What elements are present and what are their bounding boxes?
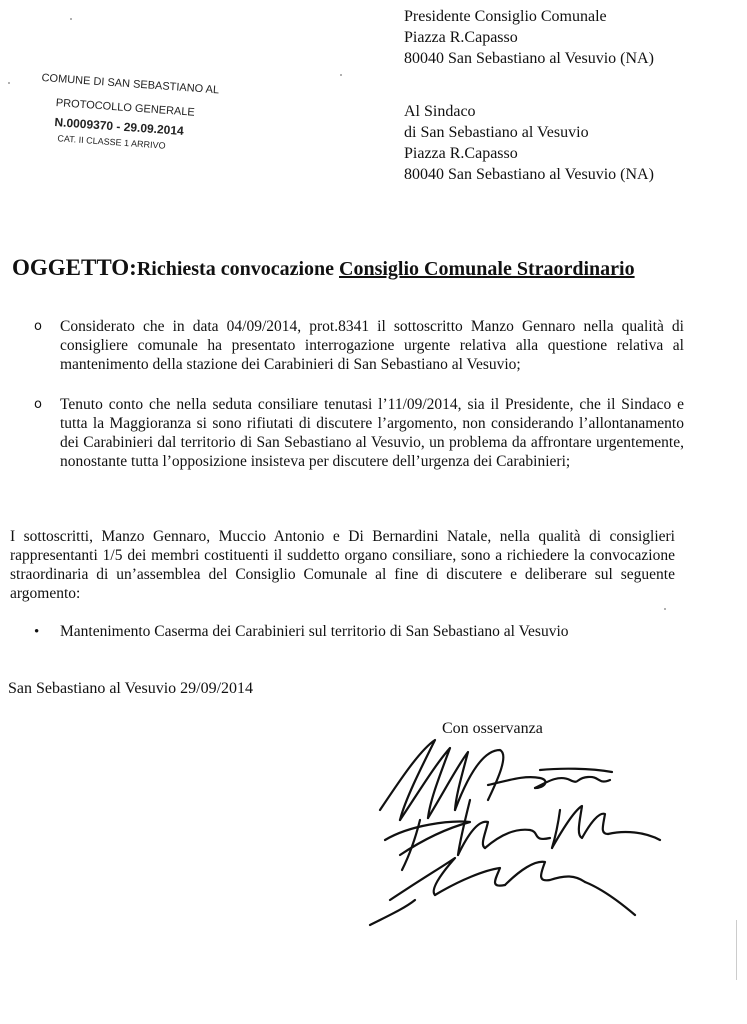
scan-speck	[8, 82, 10, 84]
address-line: Al Sindaco	[404, 103, 476, 120]
subject-line	[12, 255, 635, 281]
premise-text: Considerato che in data 04/09/2014, prot.8341 il sottoscritto Manzo Gennaro nella qualità di consigliere comunale ha presentato interrogazione urgente relativa alla questione relativa al mantenimento della stazione dei Carabinieri di San Sebastiano al Vesuvio;	[60, 318, 684, 373]
stamp-category: CAT. II CLASSE 1 ARRIVO	[57, 133, 166, 151]
protocol-stamp	[41, 72, 242, 151]
recipient-mayor	[404, 101, 654, 185]
hollow-bullet-icon: o	[34, 319, 42, 334]
agenda-item	[34, 623, 569, 641]
agenda-text: Mantenimento Caserma dei Carabinieri sul territorio di San Sebastiano al Vesuvio	[60, 623, 569, 640]
premise-text: Tenuto conto che nella seduta consiliare tenutasi l’11/09/2014, sia il Presidente, che il Sindaco e tutta la Maggioranza si sono rifiutati di discutere l’argomento, non considerando l’allontanamento dei Carabinieri dal territorio di San Sebastiano al Vesuvio, un problema da affrontare urgentemente, nonostante tutta l’opposizione insisteva per discutere dell’urgenza dei Carabinieri;	[60, 396, 684, 470]
scan-speck	[70, 18, 72, 20]
place-date: San Sebastiano al Vesuvio 29/09/2014	[8, 680, 254, 697]
stamp-municipality: COMUNE DI SAN SEBASTIANO AL	[41, 72, 220, 97]
address-line: 80040 San Sebastiano al Vesuvio (NA)	[404, 50, 654, 67]
stamp-number: N.0009370 - 29.09.2014	[54, 115, 185, 139]
subject-underlined: Consiglio Comunale Straordinario	[339, 258, 635, 280]
handwritten-signatures	[360, 730, 680, 930]
stamp-register: PROTOCOLLO GENERALE	[55, 97, 196, 119]
recipient-president	[404, 6, 654, 69]
closing-salutation: Con osservanza	[442, 720, 543, 737]
premise-item	[34, 395, 684, 471]
address-line: Presidente Consiglio Comunale	[404, 8, 607, 25]
hollow-bullet-icon: o	[34, 397, 42, 412]
scan-edge-line	[736, 920, 737, 980]
address-line: Piazza R.Capasso	[404, 145, 518, 162]
bullet-icon: •	[34, 624, 40, 640]
address-line: Piazza R.Capasso	[404, 29, 518, 46]
scan-speck	[664, 608, 666, 610]
address-line: di San Sebastiano al Vesuvio	[404, 124, 589, 141]
request-paragraph: I sottoscritti, Manzo Gennaro, Muccio Antonio e Di Bernardini Natale, nella qualità di consiglieri rappresentanti 1/5 dei membri costituenti il suddetto organo consiliare, sono a richiedere la convocazione straordinaria di un’assemblea del Consiglio Comunale al fine di discutere e deliberare sul seguente argomento:	[10, 528, 675, 602]
subject-text: Richiesta convocazione	[136, 258, 340, 280]
subject-label: OGGETTO:	[12, 255, 137, 280]
address-line: 80040 San Sebastiano al Vesuvio (NA)	[404, 166, 654, 183]
premise-item	[34, 317, 684, 374]
scan-speck	[340, 74, 342, 76]
